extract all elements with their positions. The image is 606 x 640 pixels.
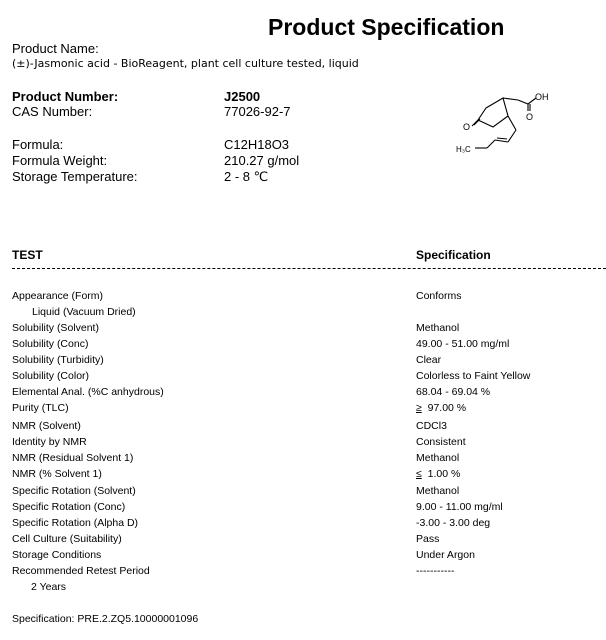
comparison-symbol: ≥ <box>416 402 422 414</box>
spec-value <box>416 485 459 497</box>
test-name: Elemental Anal. (%C anhydrous) <box>12 386 164 398</box>
comparison-symbol: ≤ <box>416 468 422 480</box>
spec-value-text: Colorless to Faint Yellow <box>416 370 531 382</box>
product-number-label: Product Number: <box>12 89 119 104</box>
test-name: Appearance (Form) <box>12 290 104 302</box>
test-name: NMR (Solvent) <box>12 420 81 432</box>
spec-value <box>416 354 441 366</box>
spec-value <box>416 501 503 513</box>
ketone-bond <box>472 120 478 126</box>
spec-value-text: Methanol <box>416 322 460 334</box>
cas-number-label: CAS Number: <box>12 104 93 119</box>
spec-value <box>416 322 459 334</box>
oh-label: OH <box>535 92 549 102</box>
test-name: NMR (% Solvent 1) <box>12 468 102 480</box>
spec-value-text: Consistent <box>416 436 466 448</box>
spec-value <box>416 517 490 529</box>
methyl-label: H₃C <box>456 145 471 154</box>
test-name: Specific Rotation (Solvent) <box>12 485 136 497</box>
spec-value <box>416 549 475 561</box>
cas-number-value: 77026-92-7 <box>224 104 291 119</box>
spec-value <box>416 338 509 350</box>
test-name: Liquid (Vacuum Dried) <box>32 306 136 318</box>
acid-ch2-bond <box>503 98 518 100</box>
side-chain-bond-3 <box>487 140 495 148</box>
chemical-structure-image <box>440 84 580 164</box>
side-chain-bond-2 <box>508 130 516 142</box>
spec-value <box>416 468 460 480</box>
test-name: 2 Years <box>31 581 67 593</box>
spec-value <box>416 290 462 302</box>
header-divider <box>12 268 606 269</box>
formula-weight-value: 210.27 g/mol <box>224 153 300 168</box>
acid-oxygen-label: O <box>526 112 534 122</box>
spec-value-text: Conforms <box>416 290 462 302</box>
formula-label: Formula: <box>12 137 64 152</box>
test-column-header: TEST <box>12 248 43 262</box>
spec-value-text: 49.00 - 51.00 mg/ml <box>416 338 510 350</box>
spec-value-text: 9.00 - 11.00 mg/ml <box>416 501 503 513</box>
spec-value <box>416 370 530 382</box>
spec-value-text: Under Argon <box>416 549 475 561</box>
product-number-value: J2500 <box>224 89 261 104</box>
specification-column-header: Specification <box>416 248 491 262</box>
product-name-value: (±)-Jasmonic acid - BioReagent, plant cell culture tested, liquid <box>12 57 359 70</box>
spec-value <box>416 565 454 577</box>
specification-footer: Specification: PRE.2.ZQ5.10000001096 <box>12 613 199 625</box>
test-name: Storage Conditions <box>12 549 102 561</box>
test-name: Solubility (Color) <box>12 370 90 382</box>
spec-value-text: 68.04 - 69.04 % <box>416 386 491 398</box>
test-name: Solubility (Solvent) <box>12 322 99 334</box>
side-chain-double-bond <box>495 140 508 142</box>
spec-value <box>416 452 459 464</box>
test-name: Identity by NMR <box>12 436 87 448</box>
test-name: Solubility (Turbidity) <box>12 354 104 366</box>
page-title: Product Specification <box>268 14 505 40</box>
cyclopentane-ring <box>478 98 508 127</box>
product-name-label: Product Name: <box>12 41 99 56</box>
spec-value-text: Methanol <box>416 485 460 497</box>
spec-value <box>416 436 466 448</box>
spec-value <box>416 420 447 432</box>
acid-carbon-bond <box>518 100 528 104</box>
spec-value <box>416 402 466 414</box>
spec-value-text: -3.00 - 3.00 deg <box>416 517 491 529</box>
spec-value-text: Clear <box>416 354 442 366</box>
spec-value <box>416 386 490 398</box>
spec-value-text: CDCl3 <box>416 420 447 432</box>
formula-value: C12H18O3 <box>224 137 290 152</box>
storage-temperature-value: 2 - 8 ℃ <box>224 169 269 184</box>
spec-value-text: ----------- <box>416 565 455 577</box>
ketone-double-bond <box>474 119 480 125</box>
test-name: NMR (Residual Solvent 1) <box>12 452 134 464</box>
spec-value-text: 1.00 % <box>427 468 461 480</box>
side-chain-double-bond-inner <box>497 138 507 139</box>
test-name: Cell Culture (Suitability) <box>12 533 122 545</box>
spec-value-text: Methanol <box>416 452 460 464</box>
test-name: Solubility (Conc) <box>12 338 89 350</box>
spec-value-text: Pass <box>416 533 440 545</box>
test-name: Recommended Retest Period <box>12 565 150 577</box>
test-name: Specific Rotation (Alpha D) <box>12 517 139 529</box>
test-name: Purity (TLC) <box>12 402 69 414</box>
side-chain-bond-1 <box>508 116 516 130</box>
spec-value-text: 97.00 % <box>427 402 467 414</box>
storage-temperature-label: Storage Temperature: <box>12 169 138 184</box>
test-name: Specific Rotation (Conc) <box>12 501 126 513</box>
formula-weight-label: Formula Weight: <box>12 153 108 168</box>
spec-value <box>416 533 439 545</box>
ketone-oxygen-label: O <box>463 122 471 132</box>
